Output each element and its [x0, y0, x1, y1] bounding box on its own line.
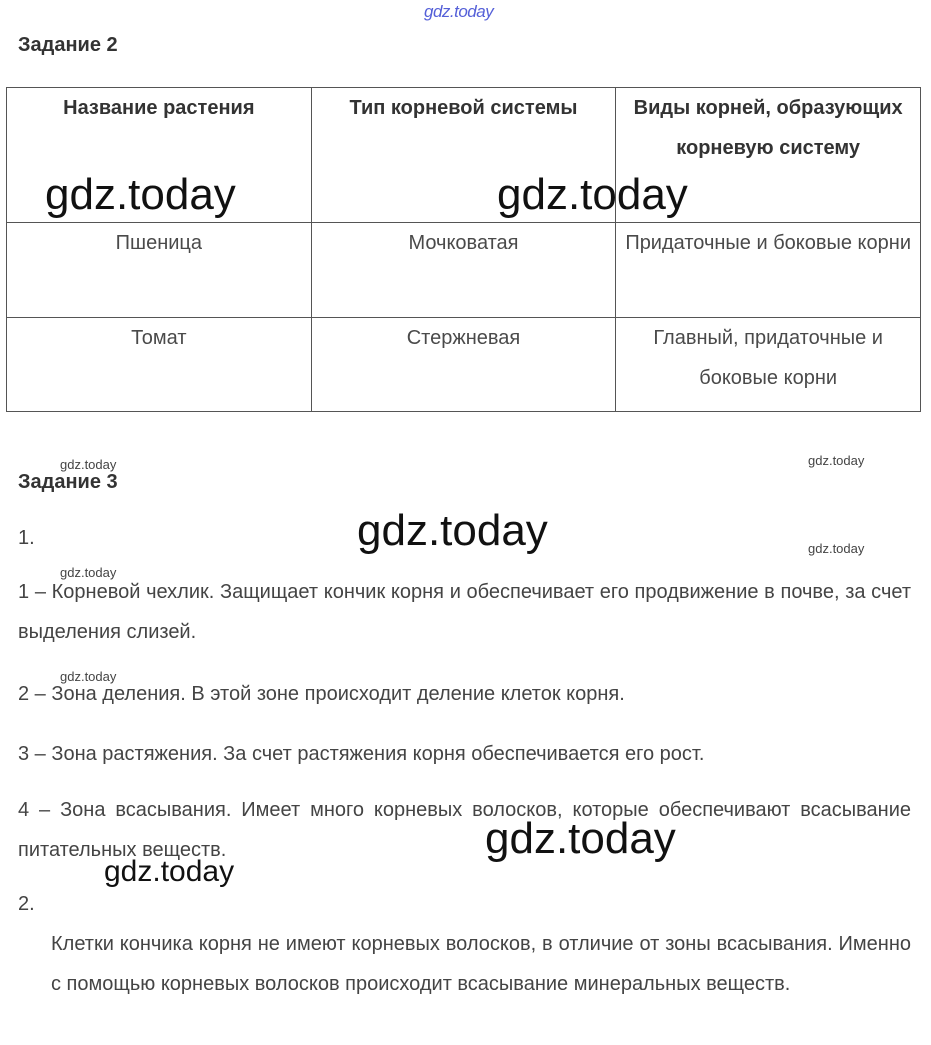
task3-heading: Задание 3 — [18, 471, 118, 493]
zone-4-text: 4 – Зона всасывания. Имеет много корневых волосков, которые обеспечивают всасывание питательных веществ. — [18, 799, 911, 861]
zone-1-text: 1 – Корневой чехлик. Защищает кончик корня и обеспечивает его продвижение в почве, за счет выделения слизей. — [18, 581, 911, 643]
table-cell: Пшеница — [7, 223, 312, 318]
zone-2-text: 2 – Зона деления. В этой зоне происходит деление клеток корня. — [18, 683, 625, 705]
watermark-small: gdz.today — [60, 669, 117, 684]
header-plant-name: Название растения — [7, 88, 312, 223]
item1-label: 1. — [18, 527, 35, 549]
header-root-kinds: Виды корней, образующих корневую систему — [616, 88, 921, 223]
watermark-top: gdz.today — [424, 2, 494, 21]
table-cell: Томат — [7, 318, 312, 412]
watermark-small: gdz.today — [60, 565, 117, 580]
watermark-medium: gdz.today — [104, 855, 235, 888]
watermark-large: gdz.today — [357, 506, 548, 555]
table-row — [7, 223, 921, 318]
watermark-large: gdz.today — [45, 170, 236, 219]
watermark-small: gdz.today — [808, 453, 865, 468]
task2-heading: Задание 2 — [18, 34, 118, 56]
roots-table — [6, 87, 921, 412]
item2-text: Клетки кончика корня не имеют корневых волосков, в отличие от зоны всасывания. Именно с помощью корневых волосков происходит всасывание минеральных веществ. — [51, 933, 911, 995]
watermark-small: gdz.today — [808, 541, 865, 556]
item2-label: 2. — [18, 893, 35, 915]
table-cell: Стержневая — [311, 318, 616, 412]
table-row — [7, 318, 921, 412]
zone-3-text: 3 – Зона растяжения. За счет растяжения корня обеспечивается его рост. — [18, 743, 705, 765]
table-cell: Мочковатая — [311, 223, 616, 318]
header-root-system-type: Тип корневой системы — [311, 88, 616, 223]
watermark-large: gdz.today — [485, 814, 676, 863]
table-cell: Придаточные и боковые корни — [616, 223, 921, 318]
watermark-large: gdz.today — [497, 170, 688, 219]
table-cell: Главный, придаточные и боковые корни — [616, 318, 921, 412]
watermark-small: gdz.today — [60, 457, 117, 472]
